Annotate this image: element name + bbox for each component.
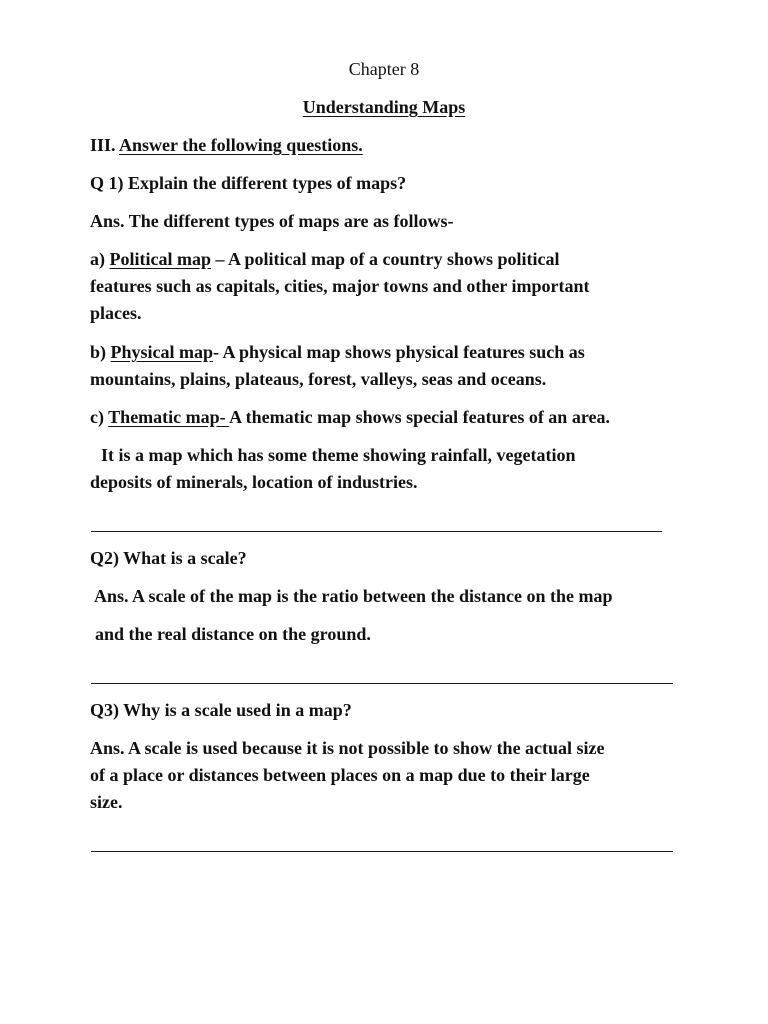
question-1: Q 1) Explain the different types of maps?: [90, 173, 407, 193]
section-heading-text: Answer the following questions.: [119, 135, 363, 155]
political-map-term: Political map: [109, 249, 211, 269]
answer-3-line-1: Ans. A scale is used because it is not possible to show the actual size: [90, 738, 605, 758]
question-3: Q3) Why is a scale used in a map?: [90, 700, 352, 720]
answer-1a-text: – A political map of a country shows political: [211, 249, 560, 269]
answer-1c-line-2: It is a map which has some theme showing rainfall, vegetation: [101, 445, 576, 465]
answer-1a-line-3: places.: [90, 303, 142, 323]
answer-1b-text: - A physical map shows physical features such as: [213, 342, 585, 362]
section-heading: [90, 132, 363, 159]
separator-line: [91, 531, 662, 532]
separator-line: [91, 683, 673, 684]
physical-map-term: Physical map: [110, 342, 214, 362]
answer-1c-line-3: deposits of minerals, location of industries.: [90, 472, 418, 492]
answer-3-line-3: size.: [90, 792, 123, 812]
answer-1-intro: Ans. The different types of maps are as follows-: [90, 211, 454, 231]
answer-2-line-1: Ans. A scale of the map is the ratio between the distance on the map: [94, 586, 613, 606]
answer-2-line-2: and the real distance on the ground.: [95, 624, 371, 644]
answer-3-line-2: of a place or distances between places on a map due to their large: [90, 765, 590, 785]
thematic-map-term: Thematic map-: [108, 407, 230, 427]
separator-line: [91, 851, 673, 852]
answer-1b-line-2: mountains, plains, plateaus, forest, valleys, seas and oceans.: [90, 369, 547, 389]
answer-1b-line-1: [90, 339, 585, 366]
question-2: Q2) What is a scale?: [90, 548, 247, 568]
answer-1a-line-1: [90, 246, 560, 273]
answer-1b-prefix: b): [90, 342, 111, 362]
chapter-label: Chapter 8: [348, 59, 420, 79]
section-number: III.: [90, 135, 116, 155]
page-title: Understanding Maps: [302, 97, 466, 117]
answer-1a-line-2: features such as capitals, cities, major towns and other important: [90, 276, 590, 296]
answer-1c-line-1: [90, 404, 610, 431]
answer-1c-text: A thematic map shows special features of an area.: [229, 407, 610, 427]
answer-1a-prefix: a): [90, 249, 110, 269]
answer-1c-prefix: c): [90, 407, 109, 427]
